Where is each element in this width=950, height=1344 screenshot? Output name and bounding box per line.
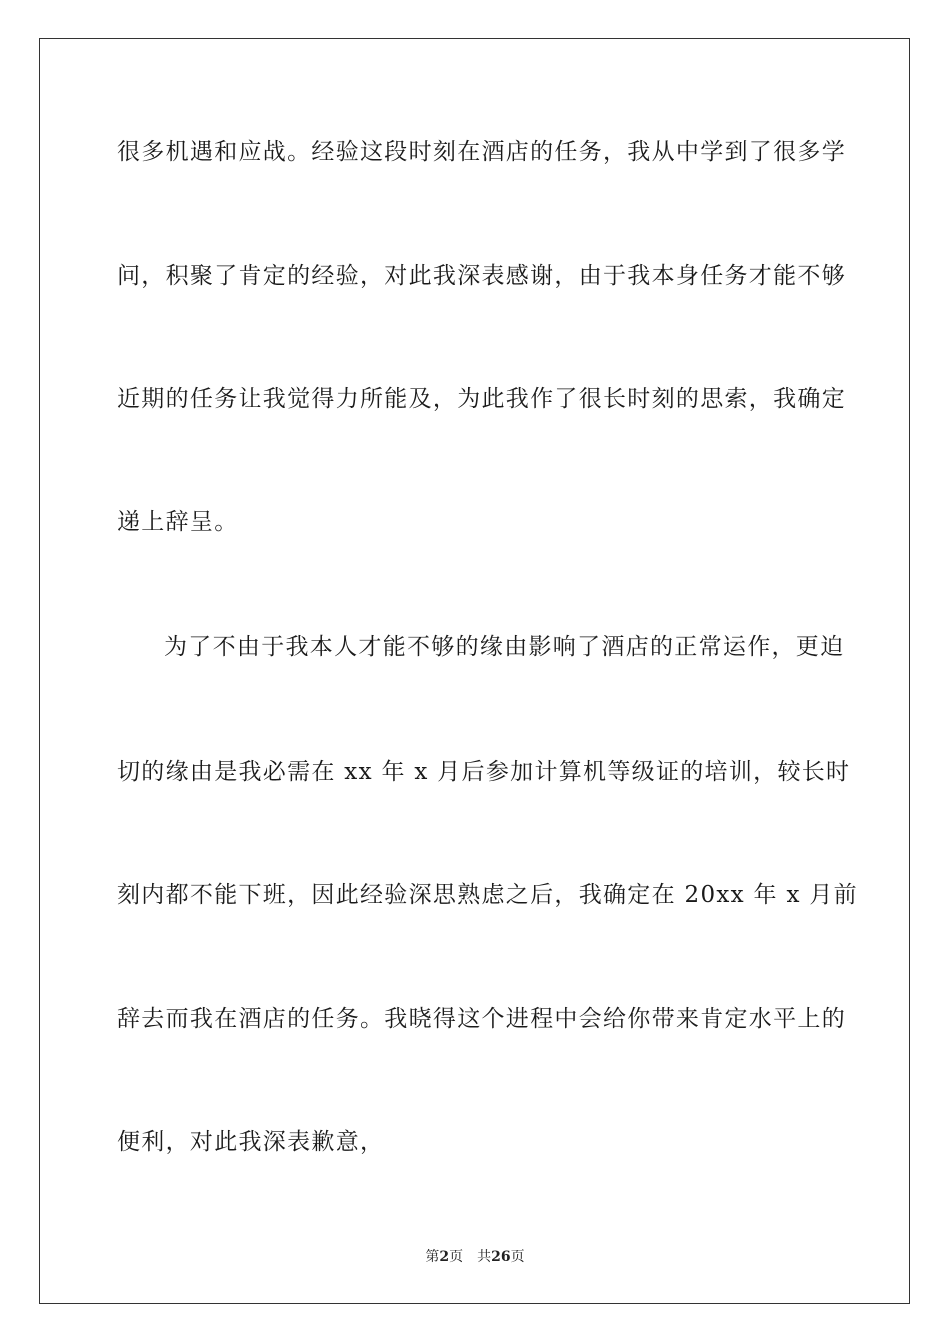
text-line: 便利，对此我深表歉意， bbox=[117, 1129, 385, 1155]
text-line: 切的缘由是我必需在 xx 年 x 月后参加计算机等级证的培训，较长时 bbox=[117, 759, 851, 785]
paragraph-first-line: 为了不由于我本人才能不够的缘由影响了酒店的正常运作，更迫 bbox=[164, 634, 845, 660]
text-line: 问，积聚了肯定的经验，对此我深表感谢，由于我本身任务才能不够 bbox=[117, 263, 846, 289]
total-prefix: 共 bbox=[477, 1249, 492, 1265]
page-suffix: 页 bbox=[449, 1249, 464, 1265]
text-line: 刻内都不能下班，因此经验深思熟虑之后，我确定在 20xx 年 x 月前 bbox=[117, 882, 858, 908]
text-line: 递上辞呈。 bbox=[117, 509, 239, 535]
page-prefix: 第 bbox=[425, 1249, 440, 1265]
text-line: 近期的任务让我觉得力所能及，为此我作了很长时刻的思索，我确定 bbox=[117, 386, 846, 412]
page-footer bbox=[0, 1248, 950, 1266]
page-number: 2 bbox=[439, 1249, 450, 1265]
total-pages: 26 bbox=[491, 1249, 511, 1265]
text-line: 辞去而我在酒店的任务。我晓得这个进程中会给你带来肯定水平上的 bbox=[117, 1006, 846, 1032]
page-border bbox=[39, 38, 910, 1304]
text-line: 很多机遇和应战。经验这段时刻在酒店的任务，我从中学到了很多学 bbox=[117, 139, 846, 165]
total-suffix: 页 bbox=[510, 1249, 525, 1265]
